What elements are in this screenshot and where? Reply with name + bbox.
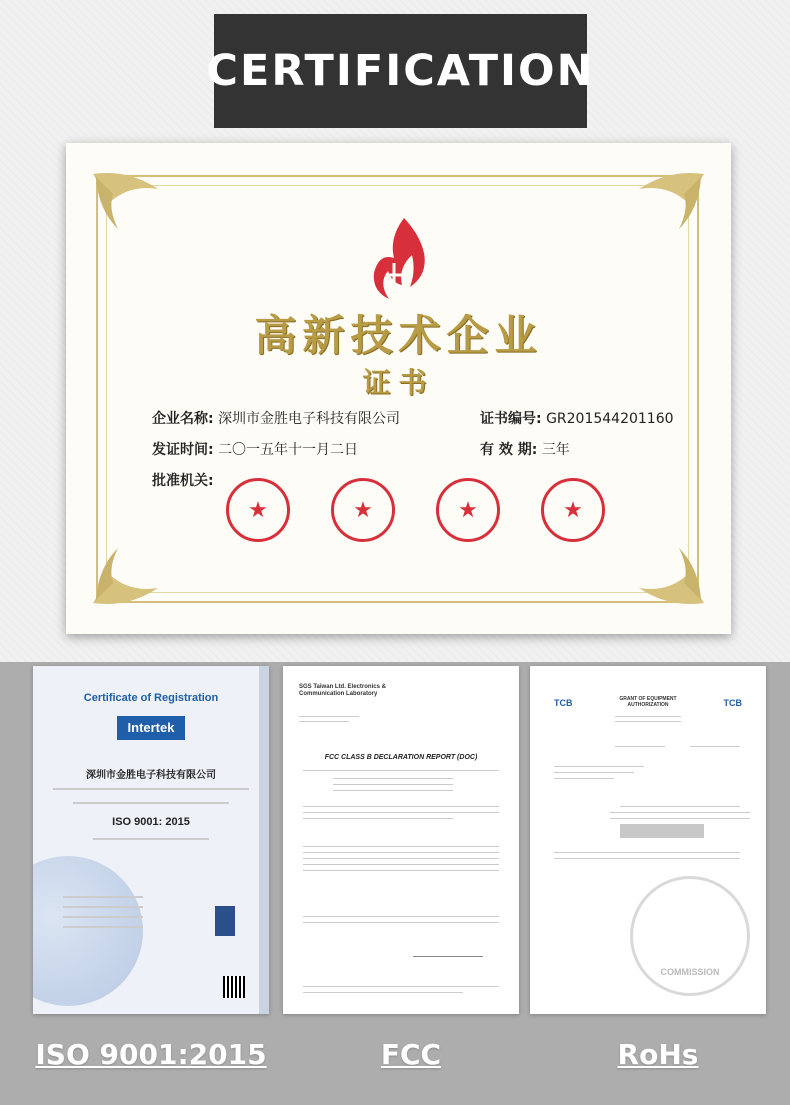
- torch-logo-icon: [364, 213, 434, 303]
- company-value: 深圳市金胜电子科技有限公司: [218, 411, 401, 427]
- text-line: [73, 802, 229, 804]
- validity-value: 三年: [541, 442, 570, 458]
- rohs-label: RoHs: [617, 1038, 699, 1071]
- cert-number-label: 证书编号:: [480, 411, 542, 427]
- high-tech-enterprise-certificate: [66, 143, 731, 634]
- text-line: [690, 746, 740, 747]
- text-line: [615, 746, 665, 747]
- fcc-report-thumbnail: [283, 666, 519, 1014]
- authority-label: 批准机关:: [152, 473, 214, 489]
- text-line: [303, 916, 499, 917]
- text-line: [93, 838, 209, 840]
- ornament-top-left-icon: [88, 169, 168, 239]
- cert-number-row: [480, 408, 674, 428]
- red-seal-1-icon: ★: [226, 478, 290, 542]
- text-line: [303, 770, 499, 771]
- text-line: [63, 906, 143, 908]
- text-line: [299, 721, 349, 722]
- text-line: [303, 852, 499, 853]
- text-line: [554, 766, 644, 767]
- issue-date-label: 发证时间:: [152, 442, 214, 458]
- text-line: [53, 788, 249, 790]
- company-row: [152, 408, 400, 428]
- fcc-commission-seal-icon: [630, 876, 750, 996]
- validity-label: 有 效 期:: [480, 442, 538, 458]
- text-line: [63, 896, 143, 898]
- qr-code-icon: [223, 976, 245, 998]
- iso-certificate-thumbnail: [33, 666, 269, 1014]
- grantee-code-highlight: [620, 824, 704, 838]
- text-line: [333, 784, 453, 785]
- iso-heading: Certificate of Registration: [83, 692, 219, 704]
- text-line: [303, 806, 499, 807]
- text-line: [620, 806, 740, 807]
- red-seal-2-icon: ★: [331, 478, 395, 542]
- text-line: [554, 858, 740, 859]
- fcc-heading: FCC CLASS B DECLARATION REPORT (DOC): [324, 754, 478, 761]
- text-line: [303, 864, 499, 865]
- text-line: [303, 846, 499, 847]
- text-line: [303, 870, 499, 871]
- rohs-heading: GRANT OF EQUIPMENT AUTHORIZATION: [619, 696, 677, 708]
- tcb-mark-right: TCB: [723, 698, 742, 708]
- text-line: [333, 790, 453, 791]
- rohs-grant-thumbnail: [530, 666, 766, 1014]
- text-line: [303, 922, 499, 923]
- text-line: [615, 721, 681, 722]
- company-label: 企业名称:: [152, 411, 214, 427]
- ornament-top-right-icon: [629, 169, 709, 239]
- issue-date-value: 二〇一五年十一月二日: [218, 442, 359, 458]
- globe-icon: [33, 856, 143, 1006]
- ornament-bottom-left-icon: [88, 538, 168, 608]
- iso-standard: ISO 9001: 2015: [112, 816, 190, 828]
- text-line: [303, 812, 499, 813]
- issue-date-row: [152, 439, 358, 459]
- cert-number-value: GR201544201160: [546, 411, 674, 427]
- validity-row: [480, 439, 570, 459]
- intertek-logo: Intertek: [117, 716, 185, 740]
- red-seal-3-icon: ★: [436, 478, 500, 542]
- fcc-lab-name: SGS Taiwan Ltd. Electronics & Communication Laboratory: [299, 684, 386, 697]
- certificate-title: 高新技术企业: [254, 311, 543, 360]
- text-line: [333, 778, 453, 779]
- certification-title-box: [206, 14, 595, 128]
- iso-label: ISO 9001:2015: [35, 1038, 267, 1071]
- text-line: [554, 852, 740, 853]
- tcb-mark-left: TCB: [554, 698, 573, 708]
- text-line: [554, 772, 634, 773]
- ukas-mark-icon: [215, 906, 235, 936]
- side-strip: [259, 666, 269, 1014]
- authority-row: [152, 470, 214, 490]
- text-line: [299, 716, 359, 717]
- red-seal-4-icon: ★: [541, 478, 605, 542]
- text-line: [615, 716, 681, 717]
- page-title: CERTIFICATION: [206, 46, 595, 96]
- text-line: [610, 818, 750, 819]
- seal-text: COMMISSION: [660, 967, 720, 977]
- text-line: [303, 992, 463, 993]
- text-line: [63, 926, 143, 928]
- text-line: [610, 812, 750, 813]
- signature-line: [413, 956, 483, 957]
- text-line: [303, 986, 499, 987]
- text-line: [303, 818, 453, 819]
- certificate-subtitle: 证书: [362, 366, 435, 399]
- text-line: [303, 858, 499, 859]
- fcc-label: FCC: [380, 1038, 442, 1071]
- iso-company: 深圳市金胜电子科技有限公司: [86, 770, 216, 781]
- text-line: [554, 778, 614, 779]
- ornament-bottom-right-icon: [629, 538, 709, 608]
- text-line: [63, 916, 143, 918]
